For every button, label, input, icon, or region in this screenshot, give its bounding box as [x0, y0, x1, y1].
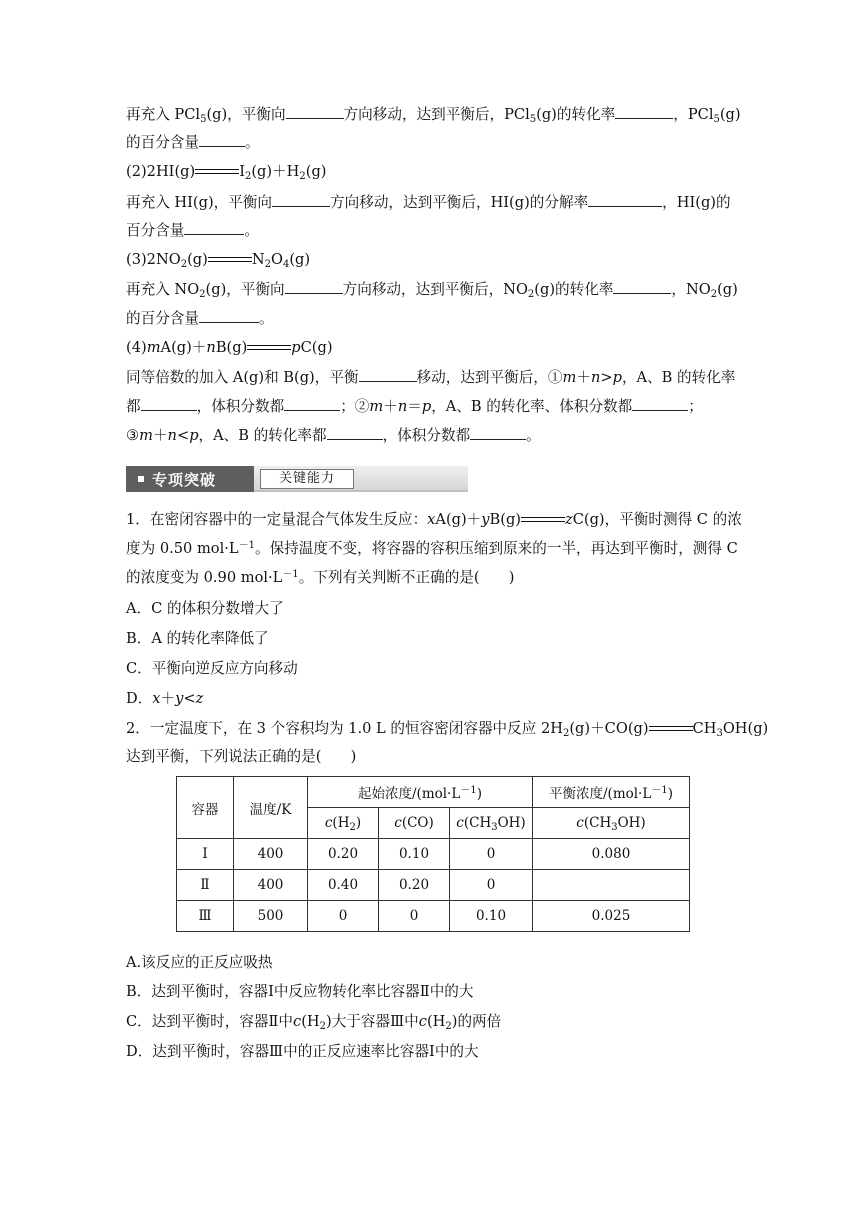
- item2-line-2: 百分含量 。: [126, 219, 259, 242]
- header-cell: 起始浓度$/(mol\cdot L^{-1})$: [308, 777, 533, 808]
- header-cell: 温度/K: [234, 777, 308, 839]
- item2-header: (2)2HI(g) $I_2(g)+H_2(g)$: [126, 163, 327, 182]
- table-row: Ⅱ 400 0.40 0.20 0: [177, 870, 690, 901]
- answer-blank[interactable]: [199, 307, 259, 323]
- q2-option-b[interactable]: B．达到平衡时，容器Ⅰ中反应物转化率比容器Ⅱ中的大: [126, 983, 474, 1000]
- answer-blank[interactable]: [285, 278, 343, 294]
- q1-option-a[interactable]: A．C 的体积分数增大了: [126, 600, 284, 617]
- header-cell: 平衡浓度$/(mol\cdot L^{-1})$: [533, 777, 690, 808]
- header-cell: $c(CH_3OH)$: [533, 808, 690, 839]
- answer-blank[interactable]: [359, 366, 417, 382]
- q2-line-1: 2．一定温度下，在 3 个容积均为 1.0 L 的恒容密闭容器中反应 $2H_2(g)+CO(g)$ $CH_3OH(g)$: [126, 720, 769, 739]
- item4-line-2: 都 ，体积分数都 ；②m＋n＝p，A、B 的转化率、体积分数都 ；: [126, 395, 703, 418]
- header-cell: c(CO): [379, 808, 450, 839]
- banner-subtitle: 关键能力: [260, 469, 354, 489]
- header-cell: $c(CH_3OH)$: [450, 808, 533, 839]
- q2-line-2: 达到平衡，下列说法正确的是( ): [126, 748, 357, 765]
- item4-line-1: 同等倍数的加入 A(g)和 B(g)，平衡 移动，达到平衡后，①m＋n>p，A、B 的转化率: [126, 366, 735, 389]
- q2-option-a[interactable]: A.该反应的正反应吸热: [126, 954, 273, 971]
- pcl5-line-1: 再充入 PCl$_5$(g)，平衡向 方向移动，达到平衡后，PCl$_5$(g)的转化率 ，PCl$_5$(g): [126, 103, 741, 126]
- square-bullet-icon: [138, 476, 144, 482]
- item4-line-3: ③m＋n<p，A、B 的转化率都 ，体积分数都 。: [126, 424, 541, 447]
- q1-option-b[interactable]: B．A 的转化率降低了: [126, 630, 269, 647]
- item4-header: (4)mA(g)＋nB(g) pC(g): [126, 339, 333, 356]
- answer-blank[interactable]: [141, 395, 197, 411]
- answer-blank[interactable]: [272, 191, 330, 207]
- pcl5-line-2: 的百分含量 。: [126, 131, 260, 154]
- item3-line-2: 的百分含量 。: [126, 307, 274, 330]
- banner-title: 专项突破: [152, 471, 217, 489]
- equilibrium-arrow-icon: [247, 343, 291, 353]
- answer-blank[interactable]: [284, 395, 340, 411]
- q1-line-2: 度为 0.50 $mol\cdot L^{-1}$。保持温度不变，将容器的容积压缩到原来的一半，再达到平衡时，测得 C: [126, 540, 738, 557]
- answer-blank[interactable]: [199, 131, 245, 147]
- equilibrium-arrow-icon: [649, 724, 693, 734]
- q2-option-c[interactable]: C．达到平衡时，容器Ⅱ中$c(H_2)$大于容器Ⅲ中$c(H_2)$的两倍: [126, 1013, 502, 1032]
- banner-right: [254, 466, 468, 492]
- answer-blank[interactable]: [470, 424, 526, 440]
- q1-line-3: 的浓度变为 0.90 $mol\cdot L^{-1}$。下列有关判断不正确的是( ): [126, 569, 515, 586]
- answer-blank[interactable]: [613, 278, 671, 294]
- item3-header: $(3)2NO_2(g)$ $N_2O_4(g)$: [126, 251, 311, 270]
- answer-blank[interactable]: [588, 191, 662, 207]
- q1-option-c[interactable]: C．平衡向逆反应方向移动: [126, 660, 298, 677]
- answer-blank[interactable]: [327, 424, 383, 440]
- concentration-table: [176, 776, 690, 932]
- equilibrium-arrow-icon: [208, 255, 252, 265]
- q1-option-d[interactable]: D．x＋y<z: [126, 690, 204, 707]
- banner-left: [126, 466, 254, 492]
- answer-blank[interactable]: [184, 219, 244, 235]
- equilibrium-arrow-icon: [195, 167, 239, 177]
- section-banner: [126, 466, 468, 492]
- header-cell: $c(H_2)$: [308, 808, 379, 839]
- answer-blank[interactable]: [632, 395, 688, 411]
- q2-option-d[interactable]: D．达到平衡时，容器Ⅲ中的正反应速率比容器Ⅰ中的大: [126, 1043, 479, 1060]
- item3-line-1: 再充入 $NO_2(g)$，平衡向 方向移动，达到平衡后，$NO_2(g)$的转化率 ，$NO_2(g)$: [126, 278, 738, 301]
- equilibrium-arrow-icon: [521, 515, 565, 525]
- table-header-row: [177, 777, 690, 808]
- table-row: Ⅲ 500 0 0 0.10 0.025: [177, 901, 690, 932]
- table-row: Ⅰ 400 0.20 0.10 0 0.080: [177, 839, 690, 870]
- answer-blank[interactable]: [286, 103, 344, 119]
- item2-line-1: 再充入 HI(g)，平衡向 方向移动，达到平衡后，HI(g)的分解率 ，HI(g)的: [126, 191, 731, 214]
- header-cell: 容器: [177, 777, 234, 839]
- q1-line-1: 1．在密闭容器中的一定量混合气体发生反应：xA(g)＋yB(g) zC(g)，平衡时测得 C 的浓: [126, 511, 742, 528]
- answer-blank[interactable]: [615, 103, 673, 119]
